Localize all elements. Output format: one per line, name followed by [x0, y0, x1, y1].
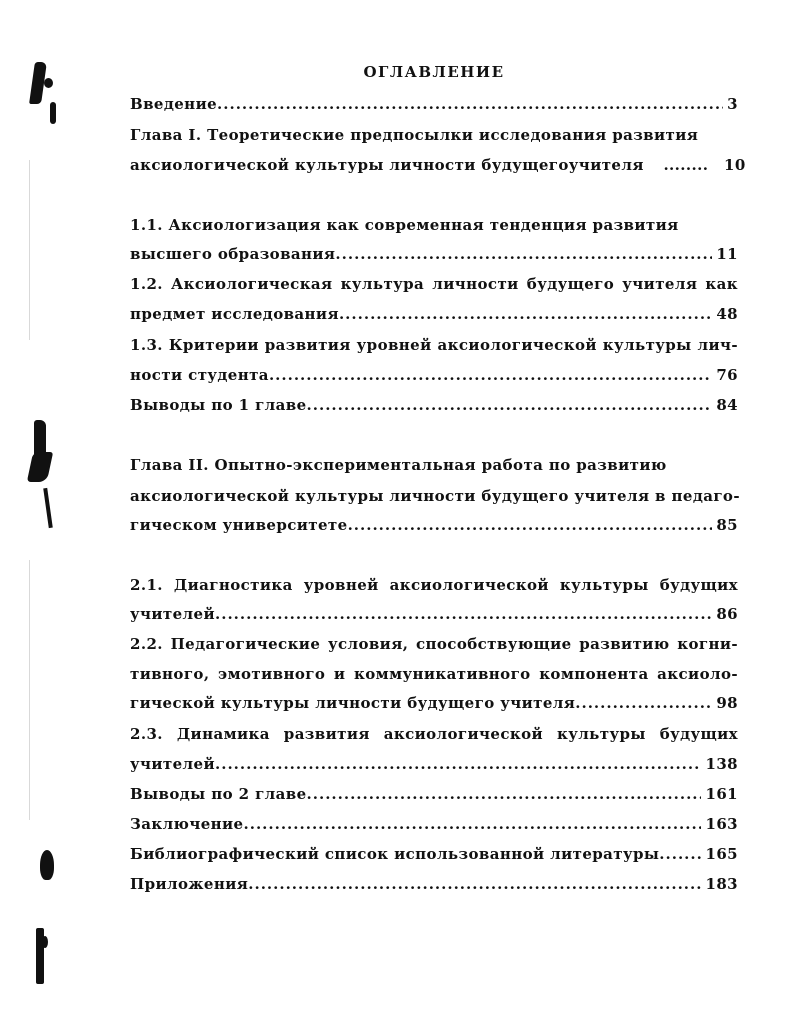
toc-entry-text: учителей: [130, 605, 215, 623]
toc-page-number: 48: [716, 305, 738, 323]
toc-s2-2-line2: тивного, эмотивного и коммуникативного компонента аксиоло-: [130, 665, 738, 683]
scan-artifact: [50, 102, 56, 124]
leader-dots: [575, 692, 712, 714]
toc-page-number: 85: [716, 516, 738, 534]
toc-s2-1-line2: [130, 603, 738, 625]
toc-entry-text: гической культуры личности будущего учителя: [130, 694, 576, 712]
leader-dots: [269, 364, 712, 386]
scan-edge-line: [29, 160, 30, 340]
toc-s2-3-line2: [130, 753, 738, 775]
toc-s2-1-line1: 2.1. Диагностика уровней аксиологической культуры будущих: [130, 576, 738, 594]
toc-s1-1-line1: 1.1. Аксиологизация как современная тенденция развития: [130, 216, 679, 234]
toc-entry-text: высшего образования: [130, 245, 336, 263]
toc-entry-text: аксиологической культуры личности будущегоучителя: [130, 156, 644, 174]
toc-entry-intro: [130, 93, 738, 115]
scan-artifact: [40, 850, 54, 880]
toc-s2-3-line1: 2.3. Динамика развития аксиологической культуры будущих: [130, 725, 738, 743]
toc-s1-1-line2: [130, 243, 738, 265]
leader-dots: [307, 394, 713, 416]
toc-s1-3-line2: [130, 364, 738, 386]
toc-entry-text: Выводы по 1 главе: [130, 396, 307, 414]
toc-chapter1-line1: Глава I. Теоретические предпосылки исследования развития: [130, 126, 699, 144]
toc-chapter2-line2: аксиологической культуры личности будущего учителя в педаго-: [130, 487, 740, 505]
toc-s1-2-line1: 1.2. Аксиологическая культура личности будущего учителя как: [130, 275, 738, 293]
toc-page-number: 84: [716, 396, 738, 414]
leader-dots: [339, 303, 712, 325]
leader-dots: [307, 783, 702, 805]
toc-title: ОГЛАВЛЕНИЕ: [363, 63, 505, 81]
toc-page-number: 161: [705, 785, 738, 803]
toc-page-number: 163: [705, 815, 738, 833]
toc-page-number: 76: [716, 366, 738, 384]
leader-dots: ........: [663, 156, 709, 174]
toc-page-number: 11: [716, 245, 738, 263]
leader-dots: [215, 753, 701, 775]
toc-s1-2-line2: [130, 303, 738, 325]
toc-entry-text: Приложения: [130, 875, 249, 893]
toc-page-number: 165: [705, 845, 738, 863]
scan-artifact: [27, 452, 53, 482]
toc-entry-text: Введение: [130, 95, 218, 113]
toc-entry-text: Выводы по 2 главе: [130, 785, 307, 803]
toc-entry-text: Библиографический список использованной литературы: [130, 845, 660, 863]
toc-chapter1-line2: [130, 154, 746, 176]
toc-s2-2-line3: [130, 692, 738, 714]
toc-entry-text: предмет исследования: [130, 305, 339, 323]
scan-artifact: [44, 78, 53, 88]
leader-dots: [659, 843, 701, 865]
toc-chapter2-line1: Глава II. Опытно-экспериментальная работа по развитию: [130, 456, 667, 474]
scan-artifact: [34, 420, 46, 456]
leader-dots: [244, 813, 702, 835]
toc-entry-appendices: [130, 873, 738, 895]
toc-page-number: 86: [716, 605, 738, 623]
toc-s2-2-line1: 2.2. Педагогические условия, способствующие развитию когни-: [130, 635, 738, 653]
toc-entry-text: ности студента: [130, 366, 269, 384]
toc-entry-text: гическом университете: [130, 516, 348, 534]
toc-page-number: 138: [705, 755, 738, 773]
toc-page-number: 183: [705, 875, 738, 893]
toc-entry-text: учителей: [130, 755, 215, 773]
leader-dots: [335, 243, 712, 265]
leader-dots: [348, 514, 713, 536]
leader-dots: [215, 603, 712, 625]
toc-s1-3-line1: 1.3. Критерии развития уровней аксиологической культуры лич-: [130, 336, 738, 354]
scan-artifact: [42, 936, 48, 948]
toc-chapter2-line3: [130, 514, 738, 536]
toc-page-number: 10: [724, 156, 746, 174]
toc-entry-bibliography: [130, 843, 738, 865]
toc-entry-conclusion: [130, 813, 738, 835]
toc-page-number: 98: [716, 694, 738, 712]
leader-dots: [217, 93, 723, 115]
toc-page-number: 3: [727, 95, 738, 113]
toc-entry-text: Заключение: [130, 815, 244, 833]
scan-artifact: [43, 488, 53, 528]
leader-dots: [248, 873, 701, 895]
toc-entry-conclusions1: [130, 394, 738, 416]
toc-entry-conclusions2: [130, 783, 738, 805]
scan-edge-line: [29, 560, 30, 820]
